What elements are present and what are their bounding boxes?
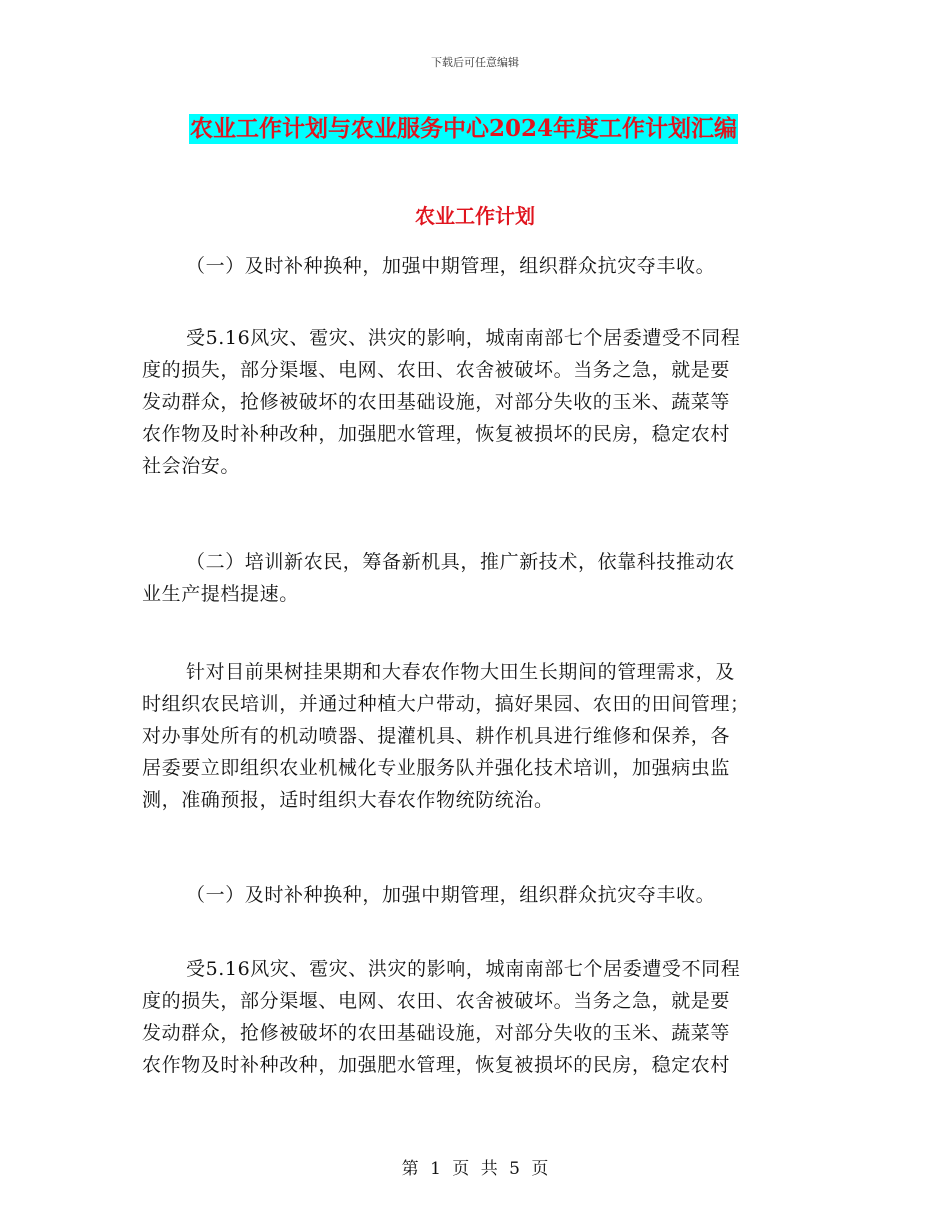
- paragraph-line: 农作物及时补种改种，加强肥水管理，恢复被损坏的民房，稳定农村: [142, 1054, 731, 1076]
- paragraph-line: 对办事处所有的机动喷器、提灌机具、耕作机具进行维修和保养，各: [142, 725, 731, 747]
- section-title: 农业工作计划: [415, 204, 535, 228]
- paragraph-line: （一）及时补种换种，加强中期管理，组织群众抗灾夺丰收。: [186, 884, 716, 906]
- paragraph: [142, 546, 812, 610]
- paragraph-line: 发动群众，抢修被破坏的农田基础设施，对部分失收的玉米、蔬菜等: [142, 1022, 731, 1044]
- paragraph-line: 针对目前果树挂果期和大春农作物大田生长期间的管理需求，及: [186, 661, 735, 683]
- paragraph-line: 度的损失，部分渠堰、电网、农田、农舍被破坏。当务之急，就是要: [142, 359, 731, 381]
- paragraph-line: （一）及时补种换种，加强中期管理，组织群众抗灾夺丰收。: [186, 255, 716, 277]
- paragraph: [142, 656, 812, 816]
- paragraph-line: 受5.16风灾、雹灾、洪灾的影响，城南南部七个居委遭受不同程: [186, 327, 741, 349]
- page-footer: 第 1 页 共 5 页: [401, 1159, 549, 1179]
- paragraph-line: 发动群众，抢修被破坏的农田基础设施，对部分失收的玉米、蔬菜等: [142, 391, 731, 413]
- header-note: 下载后可任意编辑: [431, 56, 519, 69]
- paragraph: [142, 953, 812, 1081]
- paragraph-line: 业生产提档提速。: [142, 583, 299, 605]
- paragraph-line: 度的损失，部分渠堰、电网、农田、农舍被破坏。当务之急，就是要: [142, 990, 731, 1012]
- paragraph-line: 测，准确预报，适时组织大春农作物统防统治。: [142, 789, 554, 811]
- paragraph: [142, 322, 812, 482]
- paragraph: [142, 879, 812, 911]
- paragraph: [142, 250, 812, 282]
- paragraph-line: 农作物及时补种改种，加强肥水管理，恢复被损坏的民房，稳定农村: [142, 423, 731, 445]
- paragraph-line: 居委要立即组织农业机械化专业服务队并强化技术培训，加强病虫监: [142, 757, 731, 779]
- document-title: 农业工作计划与农业服务中心2024年度工作计划汇编: [190, 115, 738, 142]
- paragraph-line: 社会治安。: [142, 455, 241, 477]
- paragraph-line: 受5.16风灾、雹灾、洪灾的影响，城南南部七个居委遭受不同程: [186, 958, 741, 980]
- paragraph-line: 时组织农民培训，并通过种植大户带动，搞好果园、农田的田间管理；: [142, 693, 750, 715]
- paragraph-line: （二）培训新农民，筹备新机具，推广新技术，依靠科技推动农: [186, 551, 735, 573]
